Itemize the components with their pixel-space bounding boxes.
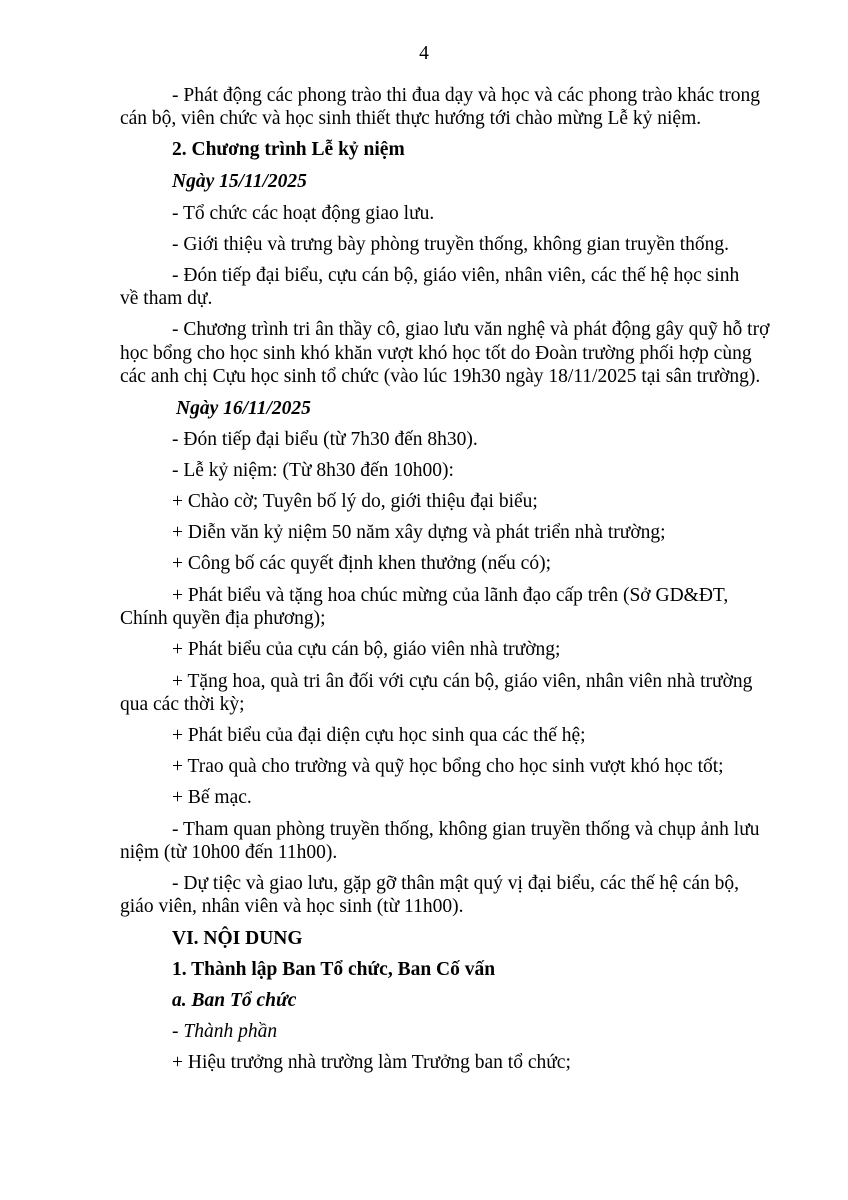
text-line: - Phát động các phong trào thi đua dạy và học và các phong trào khác trong — [172, 85, 761, 106]
page-number: 4 — [419, 43, 429, 64]
text-line: - Lễ kỷ niệm: (Từ 8h30 đến 10h00): — [172, 460, 454, 481]
text-line: - Thành phần — [172, 1021, 278, 1042]
section-heading: VI. NỘI DUNG — [172, 928, 303, 949]
text-line: - Chương trình tri ân thầy cô, giao lưu văn nghệ và phát động gây quỹ hỗ trợ — [172, 319, 770, 340]
text-line: + Phát biểu của cựu cán bộ, giáo viên nhà trường; — [172, 639, 561, 660]
text-line: + Tặng hoa, quà tri ân đối với cựu cán bộ, giáo viên, nhân viên nhà trường — [172, 671, 753, 692]
date-heading: Ngày 16/11/2025 — [176, 398, 311, 419]
text-line: - Dự tiệc và giao lưu, gặp gỡ thân mật quý vị đại biểu, các thế hệ cán bộ, — [172, 873, 739, 894]
text-line: về tham dự. — [120, 288, 213, 309]
date-heading: Ngày 15/11/2025 — [172, 171, 307, 192]
text-line: - Tổ chức các hoạt động giao lưu. — [172, 203, 435, 224]
text-line: - Đón tiếp đại biểu (từ 7h30 đến 8h30). — [172, 429, 478, 450]
text-line: + Diễn văn kỷ niệm 50 năm xây dựng và phát triển nhà trường; — [172, 522, 666, 543]
text-line: + Bế mạc. — [172, 787, 252, 808]
section-heading: 2. Chương trình Lễ kỷ niệm — [172, 139, 405, 160]
text-line: các anh chị Cựu học sinh tổ chức (vào lúc 19h30 ngày 18/11/2025 tại sân trường). — [120, 366, 761, 387]
text-line: qua các thời kỳ; — [120, 694, 245, 715]
subsection-heading: a. Ban Tổ chức — [172, 990, 297, 1011]
text-line: + Hiệu trưởng nhà trường làm Trưởng ban tổ chức; — [172, 1052, 571, 1073]
text-line: - Đón tiếp đại biểu, cựu cán bộ, giáo viên, nhân viên, các thế hệ học sinh — [172, 265, 740, 286]
text-line: - Tham quan phòng truyền thống, không gian truyền thống và chụp ảnh lưu — [172, 819, 760, 840]
text-line: + Phát biểu và tặng hoa chúc mừng của lãnh đạo cấp trên (Sở GD&ĐT, — [172, 585, 729, 606]
text-line: + Trao quà cho trường và quỹ học bổng cho học sinh vượt khó học tốt; — [172, 756, 724, 777]
text-line: + Phát biểu của đại diện cựu học sinh qua các thế hệ; — [172, 725, 586, 746]
section-heading: 1. Thành lập Ban Tổ chức, Ban Cố vấn — [172, 959, 496, 980]
text-line: + Chào cờ; Tuyên bố lý do, giới thiệu đại biểu; — [172, 491, 538, 512]
text-line: Chính quyền địa phương); — [120, 608, 326, 629]
text-line: + Công bố các quyết định khen thưởng (nếu có); — [172, 553, 552, 574]
text-line: - Giới thiệu và trưng bày phòng truyền thống, không gian truyền thống. — [172, 234, 730, 255]
text-line: cán bộ, viên chức và học sinh thiết thực hướng tới chào mừng Lễ kỷ niệm. — [120, 108, 702, 129]
text-line: niệm (từ 10h00 đến 11h00). — [120, 842, 338, 863]
text-line: giáo viên, nhân viên và học sinh (từ 11h00). — [120, 896, 464, 917]
text-line: học bổng cho học sinh khó khăn vượt khó học tốt do Đoàn trường phối hợp cùng — [120, 343, 752, 364]
